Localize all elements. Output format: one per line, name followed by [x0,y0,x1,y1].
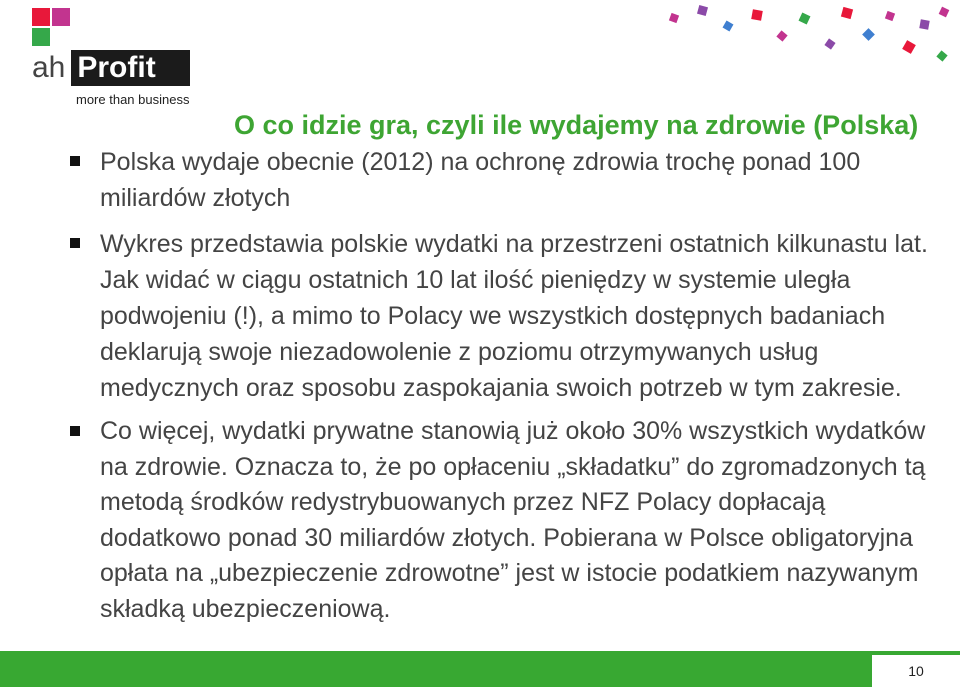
confetti-piece [885,11,895,21]
confetti-piece [939,7,950,18]
bullet-text: Co więcej, wydatki prywatne stanowią już około 30% wszystkich wydatków na zdrowie. Oznacza to, że po opłaceniu „składatku” do zgromadzonych tą metodą środków redystrybuowanych przez NFZ Polacy dopłacają dodatkowo ponad 30 miliardów złotych. Pobierana w Polsce obligatoryjna opłata na „ubezpieczenie zdrowotne” jest w istocie podatkiem nazywanym składką ubezpieczeniową. [100,417,926,623]
confetti-piece [669,13,679,23]
square-bullet-icon [70,238,80,248]
confetti-piece [697,5,708,16]
logo-square-magenta [52,8,70,26]
confetti-piece [824,38,835,49]
confetti-piece [919,19,929,29]
bullet-item [70,414,930,627]
confetti-piece [862,28,875,41]
logo-square-red [32,8,50,26]
logo-wordmark [32,50,190,86]
bullet-text: Wykres przedstawia polskie wydatki na przestrzeni ostatnich kilkunastu lat. Jak widać w ciągu ostatnich 10 lat ilość pieniędzy w systemie uległa podwojeniu (!), a mimo to Polacy we wszystkich dostępnych badaniach deklarują swoje niezadowolenie z poziomu otrzymywanych usług medycznych oraz sposobu zaspokajania swoich potrzeb w tym zakresie. [100,230,928,402]
confetti-piece [776,30,787,41]
confetti-piece [751,9,763,21]
logo-squares-icon [32,8,72,48]
footer-bar [0,651,960,687]
bullet-text: Polska wydaje obecnie (2012) na ochronę zdrowia trochę ponad 100 miliardów złotych [100,148,861,212]
square-bullet-icon [70,426,80,436]
confetti-piece [902,40,916,54]
confetti-piece [799,13,811,25]
bullet-item [70,226,930,406]
bullet-item [70,144,930,216]
bullet-list [70,144,930,627]
confetti-piece [723,21,734,32]
square-bullet-icon [70,156,80,166]
slide-title: O co idzie gra, czyli ile wydajemy na zdrowie (Polska) [234,110,919,140]
logo-square-green [32,28,50,46]
logo-brand-name: Profit [71,50,189,86]
page-number: 10 [872,655,960,687]
confetti-piece [841,7,853,19]
logo-prefix: ah [32,51,66,84]
confetti-piece [936,50,947,61]
decorative-confetti [660,0,960,80]
logo-tagline: more than business [76,92,190,107]
